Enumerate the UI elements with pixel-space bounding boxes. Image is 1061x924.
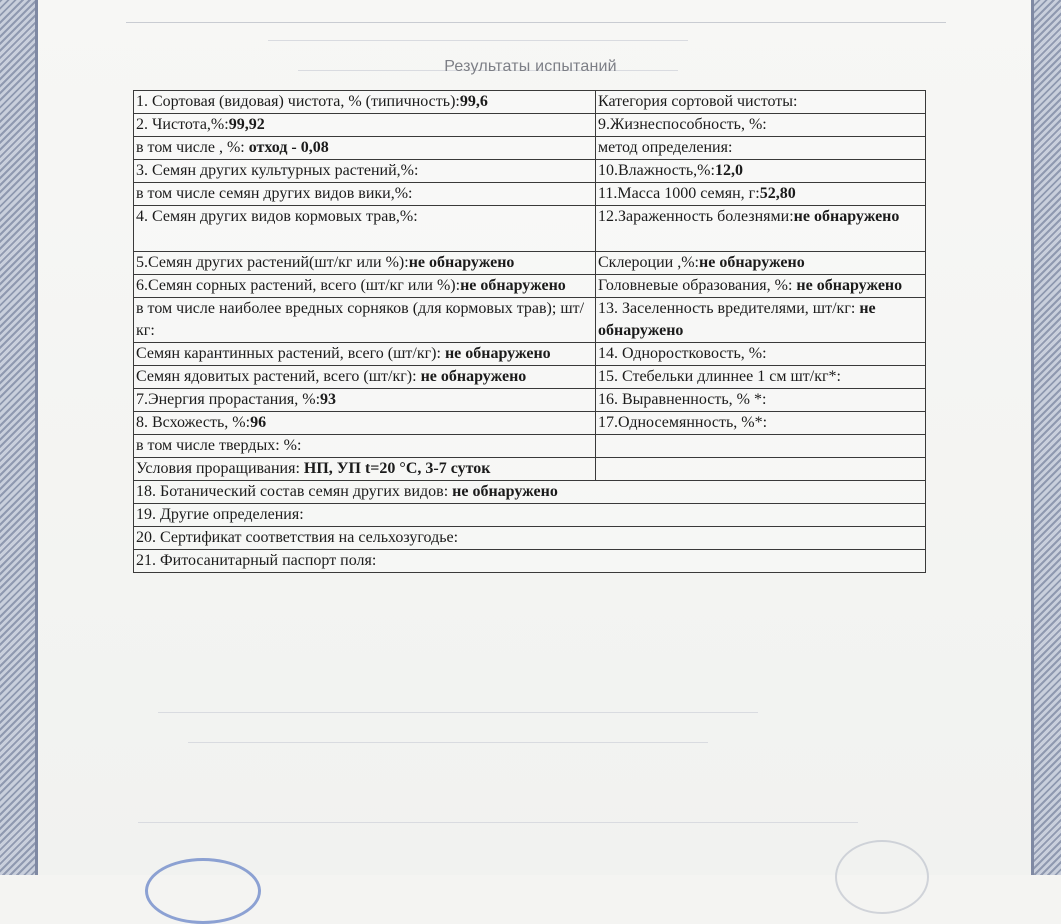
- table-row: [134, 137, 926, 160]
- table-cell: 18. Ботанический состав семян других видов: не обнаружено: [134, 481, 926, 504]
- table-row: [134, 435, 926, 458]
- table-cell: Семян карантинных растений, всего (шт/кг): не обнаружено: [134, 343, 596, 366]
- table-cell: 10.Влажность,%:12,0: [596, 160, 926, 183]
- table-row: [134, 252, 926, 275]
- background-line: [188, 742, 708, 743]
- top-rule: [126, 22, 946, 23]
- table-cell: 9.Жизнеспособность, %:: [596, 114, 926, 137]
- faded-stamp: [835, 840, 929, 914]
- table-row-full: [134, 504, 926, 527]
- table-cell: в том числе наиболее вредных сорняков (для кормовых трав); шт/кг:: [134, 298, 596, 343]
- table-row: [134, 91, 926, 114]
- table-cell: 4. Семян других видов кормовых трав,%:: [134, 206, 596, 252]
- table-row: [134, 458, 926, 481]
- table-cell: 3. Семян других культурных растений,%:: [134, 160, 596, 183]
- table-cell: Условия проращивания: НП, УП t=20 °C, 3-7 суток: [134, 458, 596, 481]
- table-cell: 17.Односемянность, %*:: [596, 412, 926, 435]
- results-table: [133, 90, 926, 573]
- table-cell: 19. Другие определения:: [134, 504, 926, 527]
- table-cell: 1. Сортовая (видовая) чистота, % (типичность):99,6: [134, 91, 596, 114]
- table-row: [134, 160, 926, 183]
- table-cell: 8. Всхожесть, %:96: [134, 412, 596, 435]
- table-row: [134, 298, 926, 343]
- table-cell: 21. Фитосанитарный паспорт поля:: [134, 550, 926, 573]
- table-cell: 11.Масса 1000 семян, г:52,80: [596, 183, 926, 206]
- table-cell: в том числе твердых: %:: [134, 435, 596, 458]
- table-cell: 6.Семян сорных растений, всего (шт/кг или %):не обнаружено: [134, 275, 596, 298]
- table-row: [134, 206, 926, 252]
- certificate-border-left: [0, 0, 38, 875]
- table-cell: 20. Сертификат соответствия на сельхозугодье:: [134, 527, 926, 550]
- table-row-full: [134, 550, 926, 573]
- table-cell: Головневые образования, %: не обнаружено: [596, 275, 926, 298]
- table-row-full: [134, 527, 926, 550]
- table-cell: в том числе семян других видов вики,%:: [134, 183, 596, 206]
- table-cell: 16. Выравненность, % *:: [596, 389, 926, 412]
- table-cell: 14. Одноростковость, %:: [596, 343, 926, 366]
- table-cell: 7.Энергия прорастания, %:93: [134, 389, 596, 412]
- table-row: [134, 389, 926, 412]
- table-cell: 15. Стебельки длиннее 1 см шт/кг*:: [596, 366, 926, 389]
- background-line: [268, 40, 688, 41]
- table-row: [134, 114, 926, 137]
- table-cell: [596, 435, 926, 458]
- section-title: Результаты испытаний: [444, 58, 617, 75]
- table-cell: метод определения:: [596, 137, 926, 160]
- table-row-full: [134, 481, 926, 504]
- table-cell: Категория сортовой чистоты:: [596, 91, 926, 114]
- table-cell: 13. Заселенность вредителями, шт/кг: не обнаружено: [596, 298, 926, 343]
- table-cell: [596, 458, 926, 481]
- table-row: [134, 343, 926, 366]
- table-cell: 2. Чистота,%:99,92: [134, 114, 596, 137]
- table-cell: в том числе , %: отход - 0,08: [134, 137, 596, 160]
- table-row: [134, 412, 926, 435]
- table-row: [134, 183, 926, 206]
- table-cell: Склероции ,%:не обнаружено: [596, 252, 926, 275]
- background-line: [158, 712, 758, 713]
- official-stamp: [145, 858, 261, 924]
- certificate-border-right: [1031, 0, 1061, 875]
- table-row: [134, 366, 926, 389]
- table-cell: Семян ядовитых растений, всего (шт/кг): не обнаружено: [134, 366, 596, 389]
- table-cell: 5.Семян других растений(шт/кг или %):не обнаружено: [134, 252, 596, 275]
- table-row: [134, 275, 926, 298]
- table-cell: 12.Зараженность болезнями:не обнаружено: [596, 206, 926, 252]
- background-line: [138, 822, 858, 823]
